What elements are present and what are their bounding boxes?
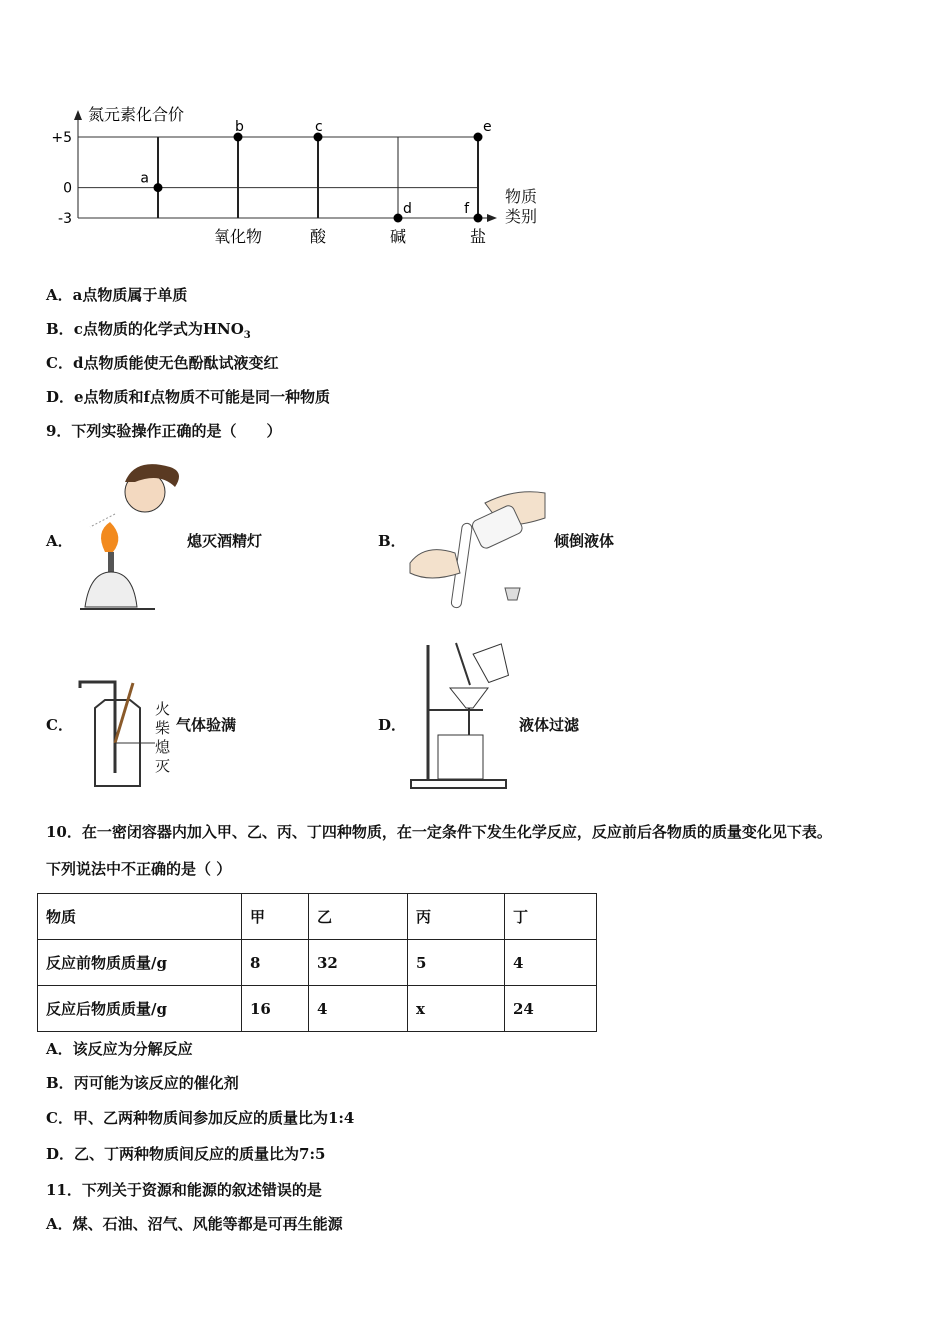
q8-option-b: [46, 319, 251, 346]
filtration-image: [408, 640, 518, 790]
x-tick-label: 盐: [469, 227, 487, 246]
q9-option-b-letter: B．: [378, 532, 406, 550]
table-cell: 4: [505, 940, 597, 986]
mass-change-table: [37, 893, 597, 1032]
option-letter: B．: [46, 1074, 74, 1092]
gas-full-check-image: [75, 678, 155, 790]
option-letter: D．: [46, 1145, 75, 1163]
table-cell: x: [408, 986, 505, 1032]
option-letter: D．: [46, 388, 75, 406]
table-cell: 4: [309, 986, 408, 1032]
table-cell: 反应前物质质量/g: [38, 940, 242, 986]
table-cell: 16: [242, 986, 309, 1032]
match-extinguished-label: 火柴熄灭: [155, 700, 171, 775]
y-axis-arrow-icon: [74, 110, 82, 120]
q8-option-d: [46, 387, 330, 407]
option-text: 丙可能为该反应的催化剂: [73, 1074, 239, 1092]
option-text: a点物质属于单质: [72, 286, 188, 304]
option-letter: A．: [46, 1040, 73, 1058]
q9-option-c-letter: C．: [46, 716, 73, 734]
option-letter: C．: [46, 1109, 73, 1127]
q10-option-a: [46, 1039, 193, 1059]
data-point-a: [154, 183, 163, 192]
q10-option-d: [46, 1144, 325, 1164]
q9-option-a-caption: 熄灭酒精灯: [187, 532, 263, 550]
y-tick-label: +5: [51, 130, 72, 146]
q8-option-a: [46, 285, 187, 305]
q10-stem-line1: 10．在一密闭容器内加入甲、乙、丙、丁四种物质，在一定条件下发生化学反应，反应前后各物质的质量变化见下表。: [46, 823, 832, 841]
option-letter: C．: [46, 354, 73, 372]
extinguish-alcohol-lamp-image: [75, 452, 185, 617]
q10-option-c: [46, 1108, 354, 1128]
x-axis-label: 物质类别: [505, 187, 538, 226]
table-cell: 丁: [505, 894, 597, 940]
q9-option-d-caption: 液体过滤: [519, 716, 580, 734]
option-text: 煤、石油、沼气、风能等都是可再生能源: [72, 1215, 343, 1233]
nitrogen-valence-chart: [0, 90, 560, 260]
point-label: a: [140, 170, 149, 187]
table-cell: 24: [505, 986, 597, 1032]
q8-option-c: [46, 353, 278, 373]
option-letter: B．: [46, 320, 74, 338]
point-label: b: [235, 119, 244, 135]
q9-option-d-letter: D．: [378, 716, 407, 734]
table-cell: 丙: [408, 894, 505, 940]
y-axis-label: 氮元素化合价: [88, 105, 185, 124]
option-text: 乙、丁两种物质间反应的质量比为7:5: [74, 1145, 326, 1163]
point-label: f: [464, 201, 469, 217]
x-tick-label: 酸: [309, 227, 327, 246]
q11-stem: 11．下列关于资源和能源的叙述错误的是: [46, 1181, 322, 1199]
pour-liquid-image: [405, 483, 555, 613]
q9-stem: 9．下列实验操作正确的是（ ）: [46, 422, 282, 440]
table-cell: 5: [408, 940, 505, 986]
data-point-d: [394, 214, 403, 223]
point-label: e: [483, 119, 492, 135]
option-text: 该反应为分解反应: [72, 1040, 193, 1058]
table-cell: 物质: [38, 894, 242, 940]
table-cell: 乙: [309, 894, 408, 940]
option-letter: A．: [46, 286, 73, 304]
y-tick-label: 0: [63, 180, 72, 197]
option-text: 甲、乙两种物质间参加反应的质量比为1:4: [72, 1109, 355, 1127]
q9-option-b-caption: 倾倒液体: [554, 532, 615, 550]
q11-option-a: [46, 1214, 343, 1234]
option-text: e点物质和f点物质不可能是同一种物质: [74, 388, 331, 406]
x-tick-label: 碱: [389, 227, 407, 246]
table-cell: 8: [242, 940, 309, 986]
x-tick-label: 氧化物: [213, 227, 263, 246]
table-header-row: [38, 894, 597, 940]
table-cell: 32: [309, 940, 408, 986]
y-tick-label: -3: [58, 211, 72, 227]
data-point-f: [474, 214, 483, 223]
q9-option-a-letter: A．: [46, 532, 73, 550]
option-text: d点物质能使无色酚酞试液变红: [72, 354, 279, 372]
table-cell: 甲: [242, 894, 309, 940]
option-text: c点物质的化学式为HNO: [73, 320, 244, 338]
table-cell: 反应后物质质量/g: [38, 986, 242, 1032]
q10-stem-line2: 下列说法中不正确的是（ ）: [46, 860, 232, 878]
q9-option-c-caption: 气体验满: [176, 716, 237, 734]
x-axis-arrow-icon: [487, 214, 497, 222]
table-row: [38, 986, 597, 1032]
q10-option-b: [46, 1073, 239, 1093]
point-label: c: [315, 119, 323, 135]
point-label: d: [403, 201, 412, 217]
option-letter: A．: [46, 1215, 73, 1233]
subscript: 3: [243, 330, 251, 341]
table-row: [38, 940, 597, 986]
data-point-e: [474, 133, 483, 142]
